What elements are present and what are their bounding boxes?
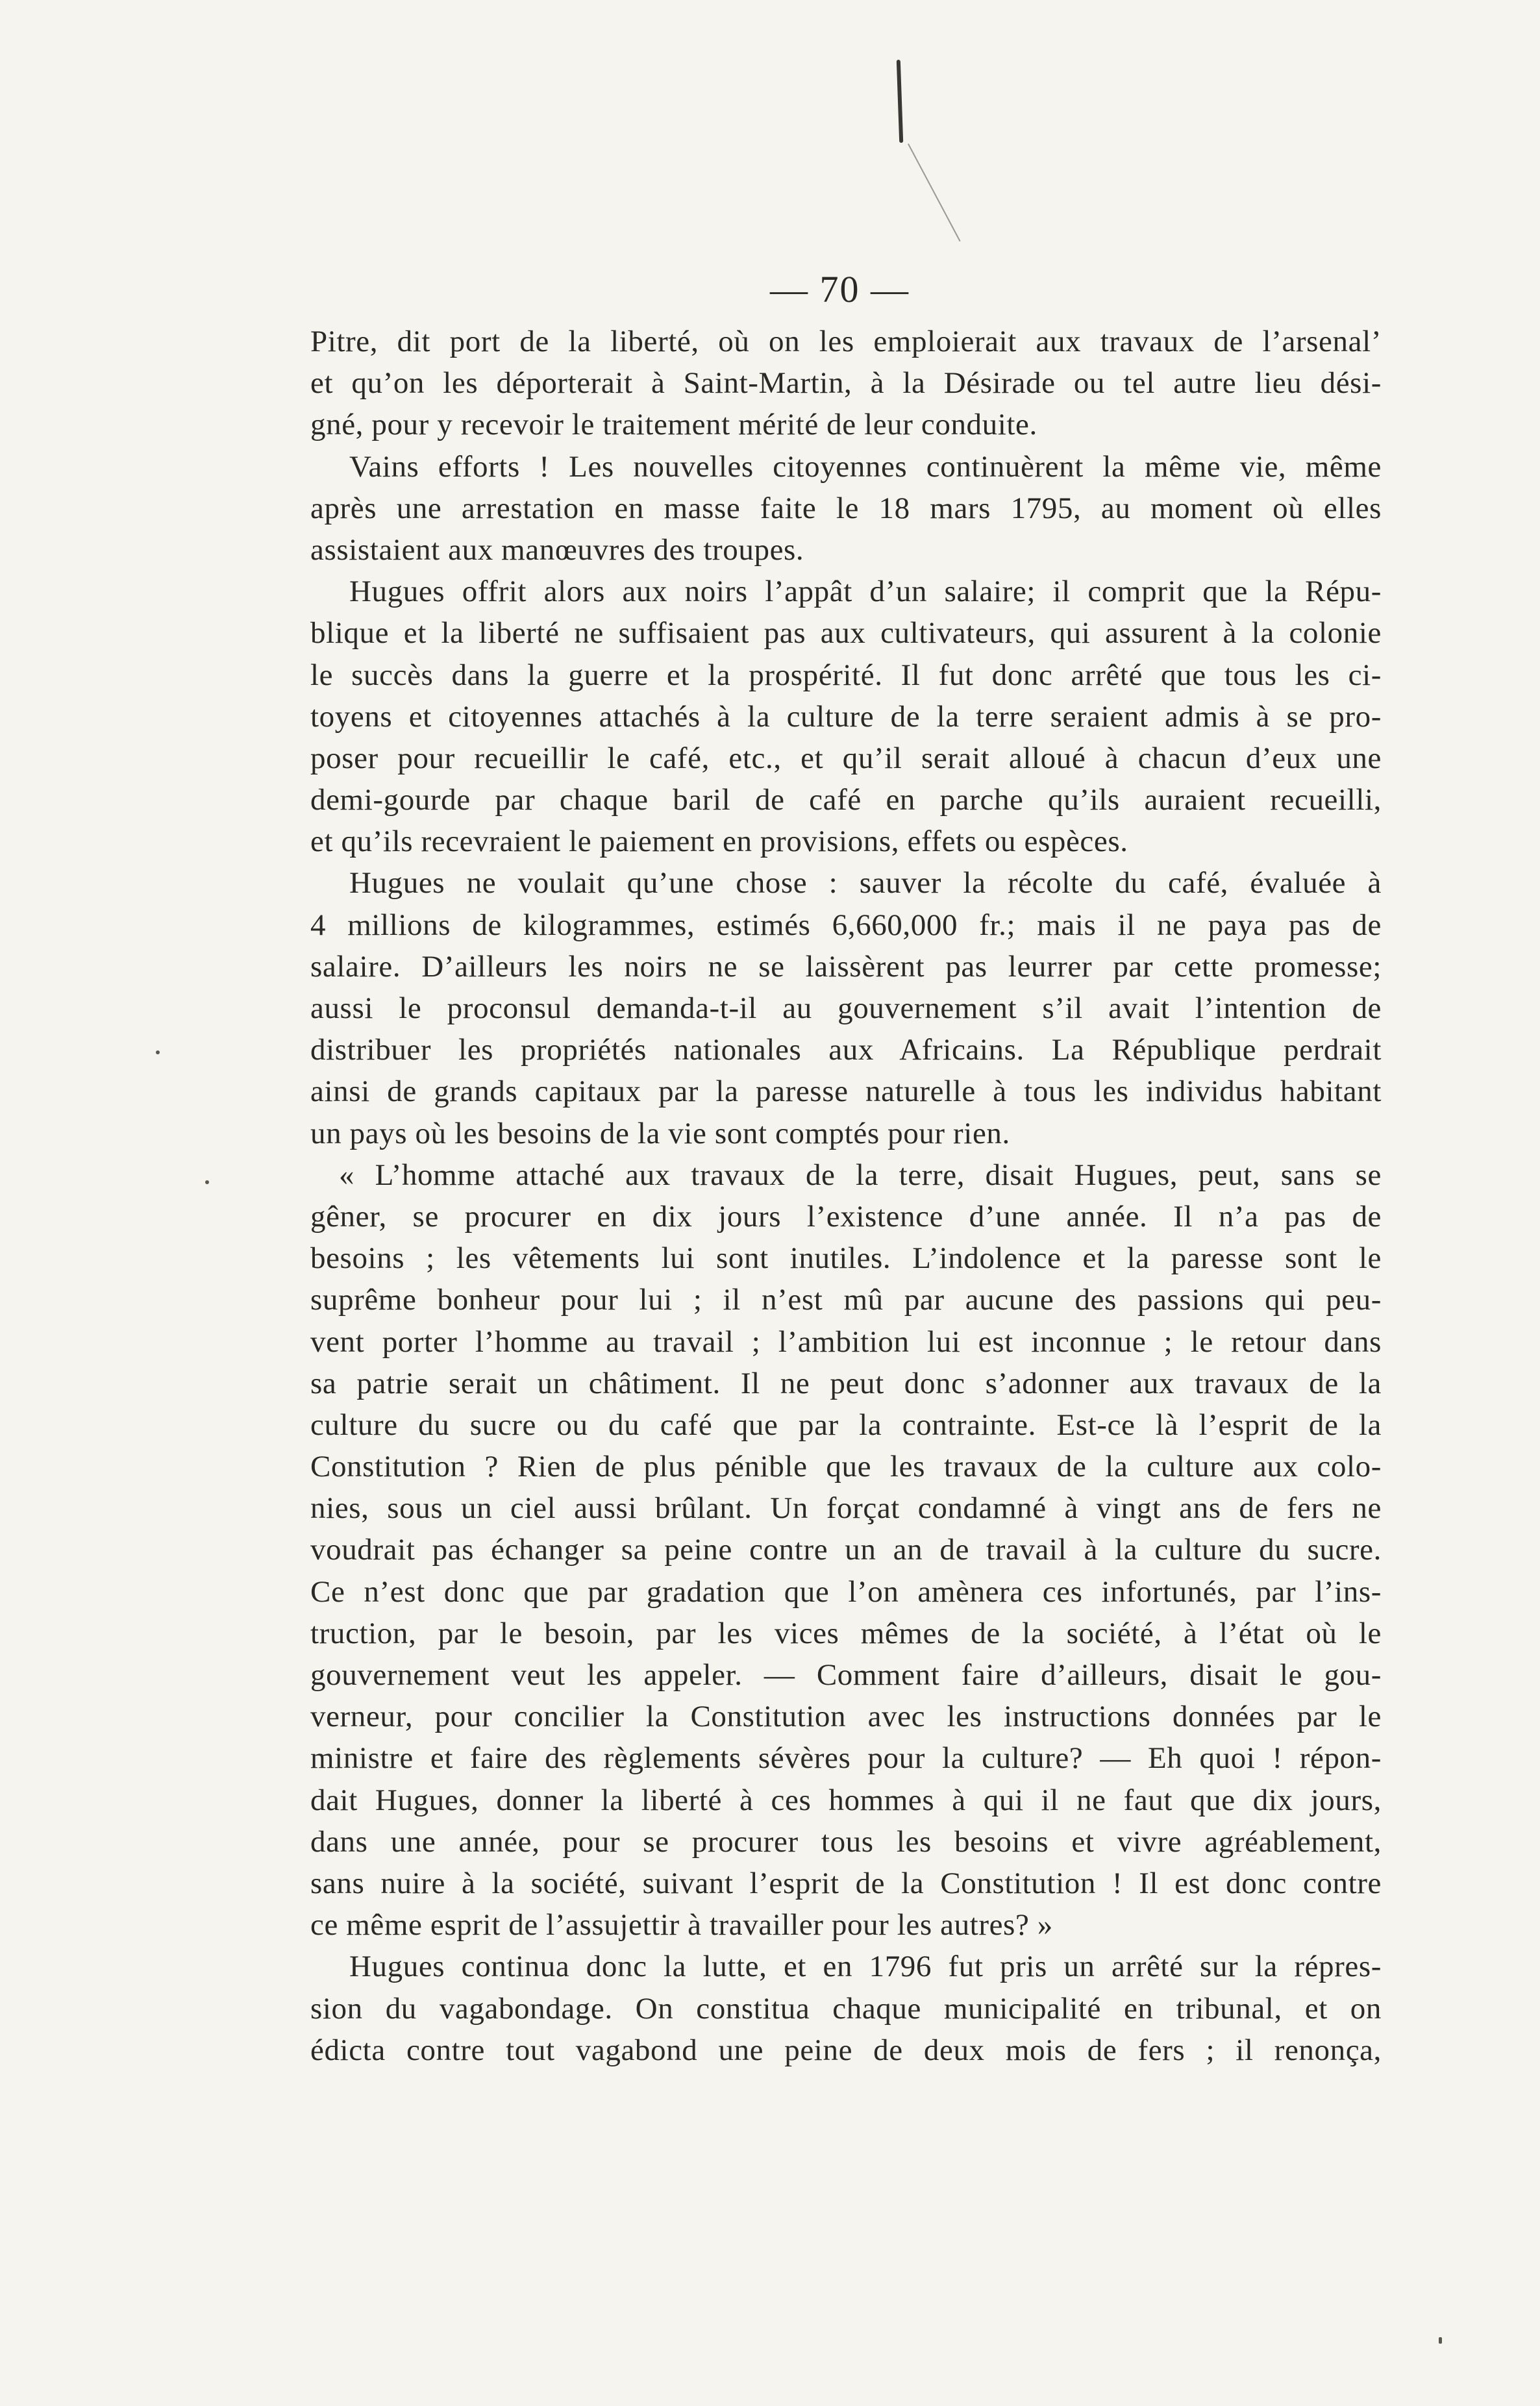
text-line: dait Hugues, donner la liberté à ces hommes à qui il ne faut que dix jours, (310, 1783, 1382, 1817)
text-line: toyens et citoyennes attachés à la culture de la terre seraient admis à se pro- (310, 699, 1382, 734)
text-line: édicta contre tout vagabond une peine de deux mois de fers ; il renonça, (310, 2033, 1382, 2067)
text-line: culture du sucre ou du café que par la contrainte. Est-ce là l’esprit de la (310, 1408, 1382, 1442)
text-line: après une arrestation en masse faite le 18 mars 1795, au moment où elles (310, 491, 1382, 525)
text-line: 4 millions de kilogrammes, estimés 6,660,000 fr.; mais il ne paya pas de (310, 908, 1382, 942)
text-line: assistaient aux manœuvres des troupes. (310, 532, 804, 567)
text-line: voudrait pas échanger sa peine contre un an de travail à la culture du sucre. (310, 1533, 1382, 1567)
text-line: Hugues offrit alors aux noirs l’appât d’un salaire; il comprit que la Répu- (349, 575, 1382, 609)
text-line: Hugues ne voulait qu’une chose : sauver la récolte du café, évaluée à (349, 866, 1382, 900)
text-line: Ce n’est donc que par gradation que l’on amènera ces infortunés, par l’ins- (310, 1574, 1382, 1609)
text-line: et qu’on les déporterait à Saint-Martin, à la Désirade ou tel autre lieu dési- (310, 366, 1382, 401)
text-line: dans une année, pour se procurer tous les besoins et vivre agréablement, (310, 1824, 1382, 1859)
margin-speck (205, 1180, 209, 1184)
text-line: Hugues continua donc la lutte, et en 1796 fut pris un arrêté sur la répres- (349, 1950, 1382, 1984)
text-line: Pitre, dit port de la liberté, où on les emploierait aux travaux de l’arsenal’ (310, 325, 1382, 358)
text-line: ce même esprit de l’assujettir à travailler pour les autres? » (310, 1908, 1053, 1942)
text-line: salaire. D’ailleurs les noirs ne se laissèrent pas leurrer par cette promesse; (310, 949, 1382, 984)
text-line: gné, pour y recevoir le traitement mérité de leur conduite. (310, 408, 1037, 442)
margin-speck (156, 1050, 160, 1054)
text-line: sa patrie serait un châtiment. Il ne peut donc s’adonner aux travaux de la (310, 1366, 1382, 1400)
text-line: verneur, pour concilier la Constitution avec les instructions données par le (310, 1700, 1382, 1734)
text-line: aussi le proconsul demanda-t-il au gouvernement s’il avait l’intention de (310, 991, 1382, 1025)
text-line: sans nuire à la société, suivant l’esprit de la Constitution ! Il est donc contre (310, 1866, 1382, 1900)
text-line: truction, par le besoin, par les vices mêmes de la société, à l’état où le (310, 1616, 1382, 1650)
text-line: vent porter l’homme au travail ; l’ambition lui est inconnue ; le retour dans (310, 1324, 1382, 1359)
text-line: ainsi de grands capitaux par la paresse naturelle à tous les individus habitant (310, 1074, 1382, 1109)
text-line: demi-gourde par chaque baril de café en parche qu’ils auraient recueilli, (310, 783, 1382, 817)
text-line: et qu’ils recevraient le paiement en provisions, effets ou espèces. (310, 825, 1128, 859)
text-line: poser pour recueillir le café, etc., et qu’il serait alloué à chacun d’eux une (310, 741, 1382, 775)
text-line: ministre et faire des règlements sévères pour la culture? — Eh quoi ! répon- (310, 1741, 1382, 1776)
text-line: Constitution ? Rien de plus pénible que les travaux de la culture aux colo- (310, 1450, 1382, 1484)
text-line: distribuer les propriétés nationales aux Africains. La République perdrait (310, 1033, 1382, 1067)
margin-speck (1439, 2337, 1442, 2344)
body-text (310, 321, 1382, 2071)
text-line: blique et la liberté ne suffisaient pas aux cultivateurs, qui assurent à la colonie (310, 616, 1382, 651)
text-line: besoins ; les vêtements lui sont inutiles. L’indolence et la paresse sont le (310, 1241, 1382, 1276)
text-line: Vains efforts ! Les nouvelles citoyennes continuèrent la même vie, même (349, 449, 1382, 484)
page-number: — 70 — (770, 268, 910, 310)
text-line: un pays où les besoins de la vie sont comptés pour rien. (310, 1116, 1010, 1150)
ink-mark (897, 60, 903, 143)
text-line: gouvernement veut les appeler. — Comment faire d’ailleurs, disait le gou- (310, 1658, 1382, 1692)
text-line: « L’homme attaché aux travaux de la terre, disait Hugues, peut, sans se (339, 1158, 1382, 1192)
text-line: suprême bonheur pour lui ; il n’est mû par aucune des passions qui peu- (310, 1283, 1382, 1317)
text-line: sion du vagabondage. On constitua chaque municipalité en tribunal, et on (310, 1991, 1382, 2026)
text-line: le succès dans la guerre et la prospérité. Il fut donc arrêté que tous les ci- (310, 658, 1382, 692)
text-line: nies, sous un ciel aussi brûlant. Un forçat condamné à vingt ans de fers ne (310, 1491, 1382, 1526)
ink-mark-trail (908, 143, 961, 242)
text-line: gêner, se procurer en dix jours l’existence d’une année. Il n’a pas de (310, 1199, 1382, 1234)
